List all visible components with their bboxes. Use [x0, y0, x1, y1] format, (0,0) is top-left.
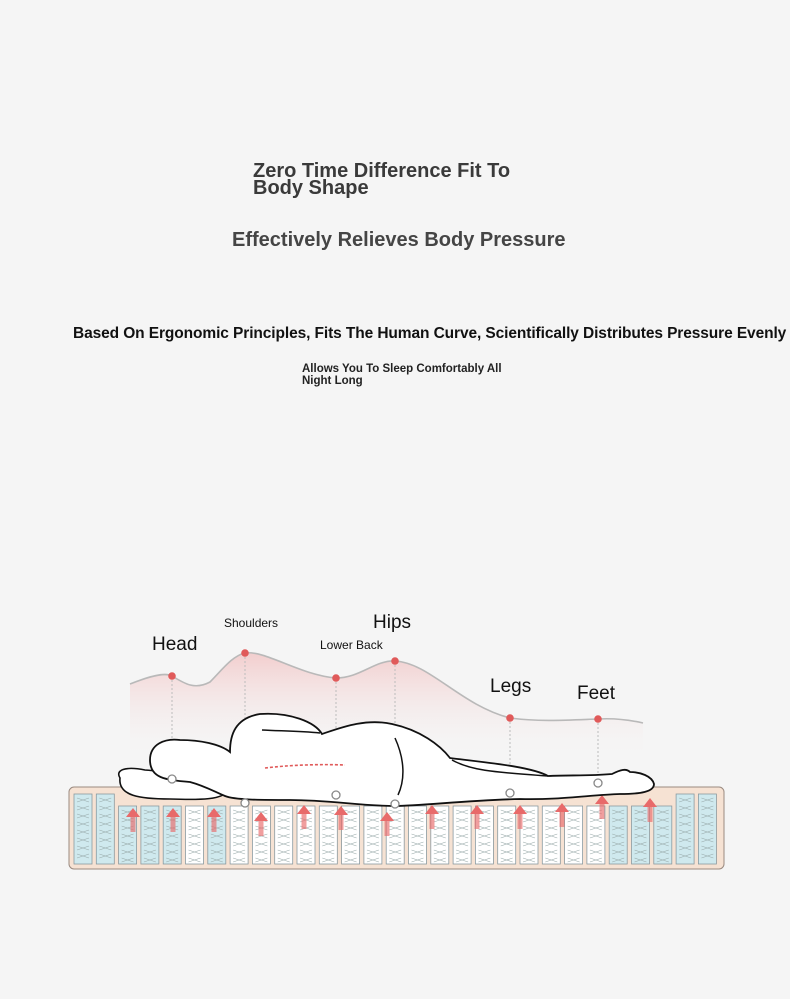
headline: Zero Time Difference Fit To Body Shape	[253, 160, 511, 199]
contact-shoulders	[241, 799, 249, 807]
spring-coil	[453, 806, 471, 864]
description-text: Based On Ergonomic Principles, Fits The Human Curve, Scientifically Distributes Pressure Evenly	[73, 325, 787, 342]
mattress-pressure-illustration	[0, 560, 790, 890]
label-shoulders: Shoulders	[224, 616, 279, 630]
label-hips: Hips	[373, 612, 412, 633]
spring-coil	[520, 806, 538, 864]
spring-coil	[275, 806, 293, 864]
marker-legs	[506, 714, 514, 722]
spring-coil	[565, 806, 583, 864]
spring-coil	[96, 794, 114, 864]
spring-coil	[654, 806, 672, 864]
marker-shoulders	[241, 649, 249, 657]
contact-lower-back	[332, 791, 340, 799]
marker-lower-back	[332, 674, 340, 682]
spring-coil	[230, 806, 248, 864]
contact-feet	[594, 779, 602, 787]
label-legs: Legs	[490, 676, 532, 697]
contact-head	[168, 775, 176, 783]
label-head: Head	[152, 634, 198, 655]
spring-coil	[186, 806, 204, 864]
spring-coil	[409, 806, 427, 864]
spring-coil	[676, 794, 694, 864]
contact-hips	[391, 800, 399, 808]
spring-coil	[498, 806, 516, 864]
spring-coil	[141, 806, 159, 864]
spring-coil	[698, 794, 716, 864]
spring-coil	[364, 806, 382, 864]
marker-hips	[391, 657, 399, 665]
marker-head	[168, 672, 176, 680]
marker-feet	[594, 715, 602, 723]
contact-legs	[506, 789, 514, 797]
label-feet: Feet	[577, 683, 616, 704]
spring-coil	[632, 806, 650, 864]
label-lower-back: Lower Back	[320, 638, 383, 652]
comfort-note: Allows You To Sleep Comfortably All Night Long	[302, 363, 502, 387]
subheadline: Effectively Relieves Body Pressure	[232, 229, 566, 251]
spring-coil	[609, 806, 627, 864]
spring-coil	[74, 794, 92, 864]
spring-coil	[542, 806, 560, 864]
